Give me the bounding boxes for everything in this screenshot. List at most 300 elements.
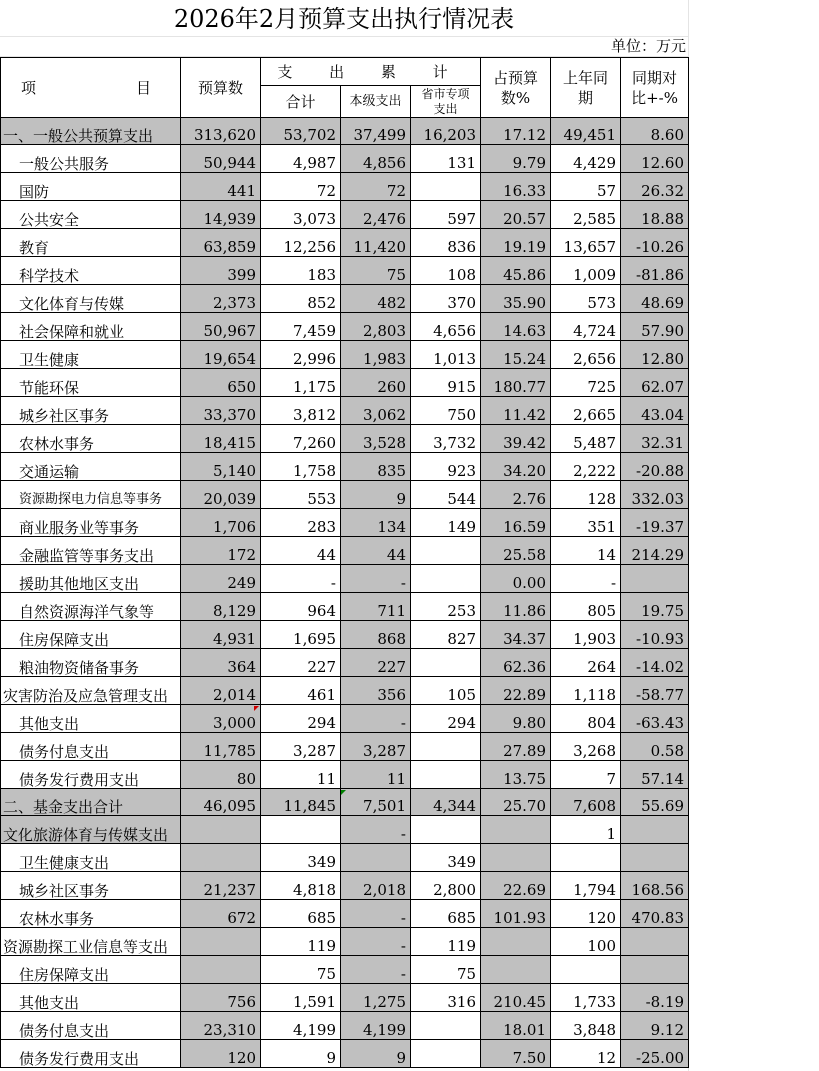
cell-last: 1,118 bbox=[551, 677, 621, 705]
cell-last: - bbox=[551, 565, 621, 593]
cell-pct: 34.37 bbox=[481, 621, 551, 649]
row-name: 灾害防治及应急管理支出 bbox=[1, 677, 181, 705]
cell-special bbox=[411, 649, 481, 677]
cell-total: 44 bbox=[261, 537, 341, 565]
cell-last: 573 bbox=[551, 285, 621, 313]
cell-own: 2,476 bbox=[341, 201, 411, 229]
cell-pct: 14.63 bbox=[481, 313, 551, 341]
cell-own: 134 bbox=[341, 509, 411, 537]
cell-yoy bbox=[621, 928, 689, 956]
cell-last: 2,665 bbox=[551, 397, 621, 425]
cell-special: 750 bbox=[411, 397, 481, 425]
cell-special bbox=[411, 761, 481, 789]
cell-last: 14 bbox=[551, 537, 621, 565]
cell-last: 3,268 bbox=[551, 733, 621, 761]
row-name: 社会保障和就业 bbox=[1, 313, 181, 341]
cell-own: 1,275 bbox=[341, 984, 411, 1012]
cell-total: 294 bbox=[261, 705, 341, 733]
cell-yoy: 43.04 bbox=[621, 397, 689, 425]
cell-total: 7,459 bbox=[261, 313, 341, 341]
cell-special: 2,800 bbox=[411, 872, 481, 900]
cell-pct: 16.59 bbox=[481, 509, 551, 537]
cell-budget: 120 bbox=[181, 1040, 261, 1068]
cell-budget: 19,654 bbox=[181, 341, 261, 369]
row-name: 文化旅游体育与传媒支出 bbox=[1, 816, 181, 844]
table-row bbox=[1, 761, 689, 789]
table-row bbox=[1, 118, 689, 145]
cell-last: 2,656 bbox=[551, 341, 621, 369]
cell-special: 4,656 bbox=[411, 313, 481, 341]
cell-budget: 63,859 bbox=[181, 229, 261, 257]
cell-last: 120 bbox=[551, 900, 621, 928]
cell-own: 9 bbox=[341, 1040, 411, 1068]
cell-own: 868 bbox=[341, 621, 411, 649]
cell-last: 2,585 bbox=[551, 201, 621, 229]
cell-pct: 101.93 bbox=[481, 900, 551, 928]
cell-total bbox=[261, 816, 341, 844]
row-name: 援助其他地区支出 bbox=[1, 565, 181, 593]
cell-last: 805 bbox=[551, 593, 621, 621]
cell-budget: 3,000 bbox=[181, 705, 261, 733]
cell-pct: 180.77 bbox=[481, 369, 551, 397]
row-name: 科学技术 bbox=[1, 257, 181, 285]
cell-budget: 50,944 bbox=[181, 145, 261, 173]
cell-own: - bbox=[341, 928, 411, 956]
cell-special: 1,013 bbox=[411, 341, 481, 369]
cell-last: 128 bbox=[551, 481, 621, 509]
header-last-year: 上年同 期 bbox=[551, 58, 621, 118]
cell-special: 836 bbox=[411, 229, 481, 257]
cell-own: 227 bbox=[341, 649, 411, 677]
row-name: 债务发行费用支出 bbox=[1, 761, 181, 789]
cell-own: 835 bbox=[341, 453, 411, 481]
cell-pct: 22.89 bbox=[481, 677, 551, 705]
header-cumulative: 支 出 累 计 bbox=[261, 58, 481, 86]
cell-last bbox=[551, 956, 621, 984]
table-row bbox=[1, 705, 689, 733]
cell-last bbox=[551, 844, 621, 872]
cell-special: 370 bbox=[411, 285, 481, 313]
table-row bbox=[1, 649, 689, 677]
cell-yoy: -14.02 bbox=[621, 649, 689, 677]
cell-budget: 50,967 bbox=[181, 313, 261, 341]
cell-last: 351 bbox=[551, 509, 621, 537]
cell-own: - bbox=[341, 816, 411, 844]
header-yoy: 同期对 比+-% bbox=[621, 58, 689, 118]
row-name: 资源勘探电力信息等事务 bbox=[1, 481, 181, 509]
header-own: 本级支出 bbox=[341, 86, 411, 118]
cell-budget: 5,140 bbox=[181, 453, 261, 481]
cell-last: 1,794 bbox=[551, 872, 621, 900]
cell-yoy: 12.60 bbox=[621, 145, 689, 173]
cell-yoy: -20.88 bbox=[621, 453, 689, 481]
cell-budget: 399 bbox=[181, 257, 261, 285]
table-row bbox=[1, 257, 689, 285]
cell-pct: 25.70 bbox=[481, 789, 551, 816]
table-row bbox=[1, 1012, 689, 1040]
cell-yoy: 9.12 bbox=[621, 1012, 689, 1040]
cell-pct: 16.33 bbox=[481, 173, 551, 201]
cell-budget: 20,039 bbox=[181, 481, 261, 509]
cell-budget bbox=[181, 956, 261, 984]
cell-own: 482 bbox=[341, 285, 411, 313]
cell-total: 3,073 bbox=[261, 201, 341, 229]
cell-yoy: 48.69 bbox=[621, 285, 689, 313]
cell-budget: 364 bbox=[181, 649, 261, 677]
table-row bbox=[1, 481, 689, 509]
table-row bbox=[1, 733, 689, 761]
row-name: 商业服务业等事务 bbox=[1, 509, 181, 537]
row-name: 资源勘探工业信息等支出 bbox=[1, 928, 181, 956]
cell-total: 3,287 bbox=[261, 733, 341, 761]
cell-total: 53,702 bbox=[261, 118, 341, 145]
cell-budget: 23,310 bbox=[181, 1012, 261, 1040]
table-row bbox=[1, 593, 689, 621]
table-row bbox=[1, 928, 689, 956]
cell-special bbox=[411, 537, 481, 565]
table-row bbox=[1, 872, 689, 900]
table-row bbox=[1, 313, 689, 341]
unit-label: 单位：万元 bbox=[610, 37, 686, 55]
cell-special: 294 bbox=[411, 705, 481, 733]
cell-yoy: -10.93 bbox=[621, 621, 689, 649]
cell-pct: 2.76 bbox=[481, 481, 551, 509]
cell-total: 119 bbox=[261, 928, 341, 956]
cell-pct: 7.50 bbox=[481, 1040, 551, 1068]
cell-special bbox=[411, 1040, 481, 1068]
cell-total: 349 bbox=[261, 844, 341, 872]
cell-own: 4,856 bbox=[341, 145, 411, 173]
cell-yoy bbox=[621, 816, 689, 844]
cell-pct: 19.19 bbox=[481, 229, 551, 257]
cell-yoy: 470.83 bbox=[621, 900, 689, 928]
table-row bbox=[1, 984, 689, 1012]
cell-pct: 9.79 bbox=[481, 145, 551, 173]
cell-last: 725 bbox=[551, 369, 621, 397]
cell-last: 5,487 bbox=[551, 425, 621, 453]
cell-budget: 11,785 bbox=[181, 733, 261, 761]
cell-yoy: 26.32 bbox=[621, 173, 689, 201]
table-row bbox=[1, 453, 689, 481]
cell-total: 4,199 bbox=[261, 1012, 341, 1040]
cell-pct bbox=[481, 844, 551, 872]
cell-total: 4,987 bbox=[261, 145, 341, 173]
cell-own: 3,062 bbox=[341, 397, 411, 425]
cell-special bbox=[411, 173, 481, 201]
cell-budget bbox=[181, 844, 261, 872]
row-name: 教育 bbox=[1, 229, 181, 257]
cell-pct bbox=[481, 956, 551, 984]
cell-budget: 21,237 bbox=[181, 872, 261, 900]
cell-budget: 46,095 bbox=[181, 789, 261, 816]
table-row bbox=[1, 145, 689, 173]
row-name: 卫生健康支出 bbox=[1, 844, 181, 872]
cell-yoy: -10.26 bbox=[621, 229, 689, 257]
cell-yoy: -81.86 bbox=[621, 257, 689, 285]
cell-yoy: -63.43 bbox=[621, 705, 689, 733]
row-name: 城乡社区事务 bbox=[1, 872, 181, 900]
cell-own: - bbox=[341, 565, 411, 593]
cell-special: 108 bbox=[411, 257, 481, 285]
cell-budget: 441 bbox=[181, 173, 261, 201]
cell-last: 1,903 bbox=[551, 621, 621, 649]
table-row bbox=[1, 397, 689, 425]
cell-pct: 9.80 bbox=[481, 705, 551, 733]
cell-special: 3,732 bbox=[411, 425, 481, 453]
cell-last: 57 bbox=[551, 173, 621, 201]
cell-pct: 27.89 bbox=[481, 733, 551, 761]
cell-pct: 45.86 bbox=[481, 257, 551, 285]
row-name: 住房保障支出 bbox=[1, 956, 181, 984]
table-row bbox=[1, 565, 689, 593]
cell-budget: 756 bbox=[181, 984, 261, 1012]
cell-special: 544 bbox=[411, 481, 481, 509]
cell-pct: 17.12 bbox=[481, 118, 551, 145]
cell-pct: 20.57 bbox=[481, 201, 551, 229]
cell-budget: 18,415 bbox=[181, 425, 261, 453]
cell-budget: 2,373 bbox=[181, 285, 261, 313]
cell-yoy: 0.58 bbox=[621, 733, 689, 761]
row-name: 自然资源海洋气象等 bbox=[1, 593, 181, 621]
cell-yoy: 32.31 bbox=[621, 425, 689, 453]
row-name: 金融监管等事务支出 bbox=[1, 537, 181, 565]
table-row bbox=[1, 369, 689, 397]
cell-last: 13,657 bbox=[551, 229, 621, 257]
cell-total: 283 bbox=[261, 509, 341, 537]
cell-special: 597 bbox=[411, 201, 481, 229]
cell-total: 964 bbox=[261, 593, 341, 621]
cell-own: 3,287 bbox=[341, 733, 411, 761]
cell-total: 75 bbox=[261, 956, 341, 984]
cell-total: 461 bbox=[261, 677, 341, 705]
row-name: 住房保障支出 bbox=[1, 621, 181, 649]
cell-special: 349 bbox=[411, 844, 481, 872]
cell-total: 11,845 bbox=[261, 789, 341, 816]
table-row bbox=[1, 956, 689, 984]
row-name: 一、一般公共预算支出 bbox=[1, 118, 181, 145]
page-title: 2026年2月预算支出执行情况表 bbox=[173, 5, 515, 33]
cell-budget bbox=[181, 816, 261, 844]
cell-yoy bbox=[621, 956, 689, 984]
cell-yoy: 214.29 bbox=[621, 537, 689, 565]
table-row bbox=[1, 425, 689, 453]
cell-yoy: 168.56 bbox=[621, 872, 689, 900]
cell-own: 9 bbox=[341, 481, 411, 509]
cell-total: 7,260 bbox=[261, 425, 341, 453]
cell-special bbox=[411, 1012, 481, 1040]
table-row bbox=[1, 537, 689, 565]
cell-last: 7,608 bbox=[551, 789, 621, 816]
cell-pct: 11.42 bbox=[481, 397, 551, 425]
cell-own: 75 bbox=[341, 257, 411, 285]
cell-yoy: -8.19 bbox=[621, 984, 689, 1012]
cell-special: 149 bbox=[411, 509, 481, 537]
cell-total: 72 bbox=[261, 173, 341, 201]
cell-special: 923 bbox=[411, 453, 481, 481]
cell-last: 264 bbox=[551, 649, 621, 677]
cell-total: 685 bbox=[261, 900, 341, 928]
cell-last: 7 bbox=[551, 761, 621, 789]
cell-yoy: -58.77 bbox=[621, 677, 689, 705]
cell-yoy bbox=[621, 565, 689, 593]
row-name: 债务付息支出 bbox=[1, 1012, 181, 1040]
cell-yoy: -19.37 bbox=[621, 509, 689, 537]
cell-total: 11 bbox=[261, 761, 341, 789]
cell-pct: 0.00 bbox=[481, 565, 551, 593]
cell-own: 72 bbox=[341, 173, 411, 201]
cell-pct bbox=[481, 816, 551, 844]
cell-pct: 25.58 bbox=[481, 537, 551, 565]
header-special: 省市专项 支出 bbox=[411, 86, 481, 118]
row-name: 二、基金支出合计 bbox=[1, 789, 181, 816]
cell-own: 711 bbox=[341, 593, 411, 621]
cell-budget: 33,370 bbox=[181, 397, 261, 425]
cell-total: 4,818 bbox=[261, 872, 341, 900]
row-name: 交通运输 bbox=[1, 453, 181, 481]
cell-pct: 39.42 bbox=[481, 425, 551, 453]
cell-special: 119 bbox=[411, 928, 481, 956]
cell-last: 4,429 bbox=[551, 145, 621, 173]
row-name: 农林水事务 bbox=[1, 425, 181, 453]
cell-total: 1,591 bbox=[261, 984, 341, 1012]
cell-special: 827 bbox=[411, 621, 481, 649]
cell-last: 1,009 bbox=[551, 257, 621, 285]
cell-special: 105 bbox=[411, 677, 481, 705]
cell-yoy: 55.69 bbox=[621, 789, 689, 816]
table-row bbox=[1, 621, 689, 649]
cell-yoy: 332.03 bbox=[621, 481, 689, 509]
cell-total: - bbox=[261, 565, 341, 593]
cell-last: 4,724 bbox=[551, 313, 621, 341]
table-row bbox=[1, 677, 689, 705]
row-name: 城乡社区事务 bbox=[1, 397, 181, 425]
cell-special bbox=[411, 733, 481, 761]
cell-yoy: 18.88 bbox=[621, 201, 689, 229]
cell-total: 1,695 bbox=[261, 621, 341, 649]
cell-own: 11,420 bbox=[341, 229, 411, 257]
cell-own: 4,199 bbox=[341, 1012, 411, 1040]
table-row bbox=[1, 816, 689, 844]
cell-budget: 249 bbox=[181, 565, 261, 593]
cell-total: 1,175 bbox=[261, 369, 341, 397]
cell-own: - bbox=[341, 900, 411, 928]
cell-budget: 14,939 bbox=[181, 201, 261, 229]
cell-own: - bbox=[341, 956, 411, 984]
cell-special: 316 bbox=[411, 984, 481, 1012]
cell-last: 3,848 bbox=[551, 1012, 621, 1040]
cell-own: 44 bbox=[341, 537, 411, 565]
cell-own bbox=[341, 844, 411, 872]
cell-yoy bbox=[621, 844, 689, 872]
table-row bbox=[1, 1040, 689, 1068]
cell-own: 2,803 bbox=[341, 313, 411, 341]
cell-own: 3,528 bbox=[341, 425, 411, 453]
row-name: 其他支出 bbox=[1, 984, 181, 1012]
table-row bbox=[1, 341, 689, 369]
comment-marker-red bbox=[254, 706, 259, 711]
cell-last: 49,451 bbox=[551, 118, 621, 145]
cell-special: 131 bbox=[411, 145, 481, 173]
cell-special: 685 bbox=[411, 900, 481, 928]
cell-special bbox=[411, 565, 481, 593]
cell-own: 37,499 bbox=[341, 118, 411, 145]
budget-table bbox=[0, 57, 689, 1068]
cell-yoy: -25.00 bbox=[621, 1040, 689, 1068]
cell-last: 2,222 bbox=[551, 453, 621, 481]
cell-budget: 650 bbox=[181, 369, 261, 397]
cell-total: 852 bbox=[261, 285, 341, 313]
header-pct: 占预算 数% bbox=[481, 58, 551, 118]
row-name: 节能环保 bbox=[1, 369, 181, 397]
row-name: 债务发行费用支出 bbox=[1, 1040, 181, 1068]
cell-total: 2,996 bbox=[261, 341, 341, 369]
cell-total: 553 bbox=[261, 481, 341, 509]
cell-pct: 13.75 bbox=[481, 761, 551, 789]
cell-special: 4,344 bbox=[411, 789, 481, 816]
cell-pct: 34.20 bbox=[481, 453, 551, 481]
table-row bbox=[1, 229, 689, 257]
cell-budget: 313,620 bbox=[181, 118, 261, 145]
cell-budget: 2,014 bbox=[181, 677, 261, 705]
cell-budget: 8,129 bbox=[181, 593, 261, 621]
cell-yoy: 8.60 bbox=[621, 118, 689, 145]
table-row bbox=[1, 201, 689, 229]
cell-budget: 172 bbox=[181, 537, 261, 565]
row-name: 债务付息支出 bbox=[1, 733, 181, 761]
cell-budget bbox=[181, 928, 261, 956]
cell-special bbox=[411, 816, 481, 844]
row-name: 公共安全 bbox=[1, 201, 181, 229]
cell-last: 1 bbox=[551, 816, 621, 844]
row-name: 国防 bbox=[1, 173, 181, 201]
row-name: 农林水事务 bbox=[1, 900, 181, 928]
cell-yoy: 57.90 bbox=[621, 313, 689, 341]
cell-special: 253 bbox=[411, 593, 481, 621]
cell-pct: 210.45 bbox=[481, 984, 551, 1012]
table-row bbox=[1, 509, 689, 537]
cell-special: 915 bbox=[411, 369, 481, 397]
cell-pct: 15.24 bbox=[481, 341, 551, 369]
cell-own: 260 bbox=[341, 369, 411, 397]
cell-pct: 11.86 bbox=[481, 593, 551, 621]
cell-last: 100 bbox=[551, 928, 621, 956]
cell-pct: 62.36 bbox=[481, 649, 551, 677]
row-name: 卫生健康 bbox=[1, 341, 181, 369]
table-row bbox=[1, 285, 689, 313]
cell-total: 227 bbox=[261, 649, 341, 677]
cell-budget: 1,706 bbox=[181, 509, 261, 537]
cell-special: 16,203 bbox=[411, 118, 481, 145]
cell-pct: 22.69 bbox=[481, 872, 551, 900]
cell-own: - bbox=[341, 705, 411, 733]
cell-own: 2,018 bbox=[341, 872, 411, 900]
table-row bbox=[1, 900, 689, 928]
cell-own: 11 bbox=[341, 761, 411, 789]
cell-own: 7,501 bbox=[341, 789, 411, 816]
cell-last: 804 bbox=[551, 705, 621, 733]
cell-special: 75 bbox=[411, 956, 481, 984]
header-item: 项 目 bbox=[1, 58, 181, 118]
cell-budget: 4,931 bbox=[181, 621, 261, 649]
cell-pct bbox=[481, 928, 551, 956]
header-total: 合计 bbox=[261, 86, 341, 118]
cell-yoy: 12.80 bbox=[621, 341, 689, 369]
cell-yoy: 62.07 bbox=[621, 369, 689, 397]
cell-yoy: 57.14 bbox=[621, 761, 689, 789]
header-budget: 预算数 bbox=[181, 58, 261, 118]
cell-total: 3,812 bbox=[261, 397, 341, 425]
table-row bbox=[1, 173, 689, 201]
